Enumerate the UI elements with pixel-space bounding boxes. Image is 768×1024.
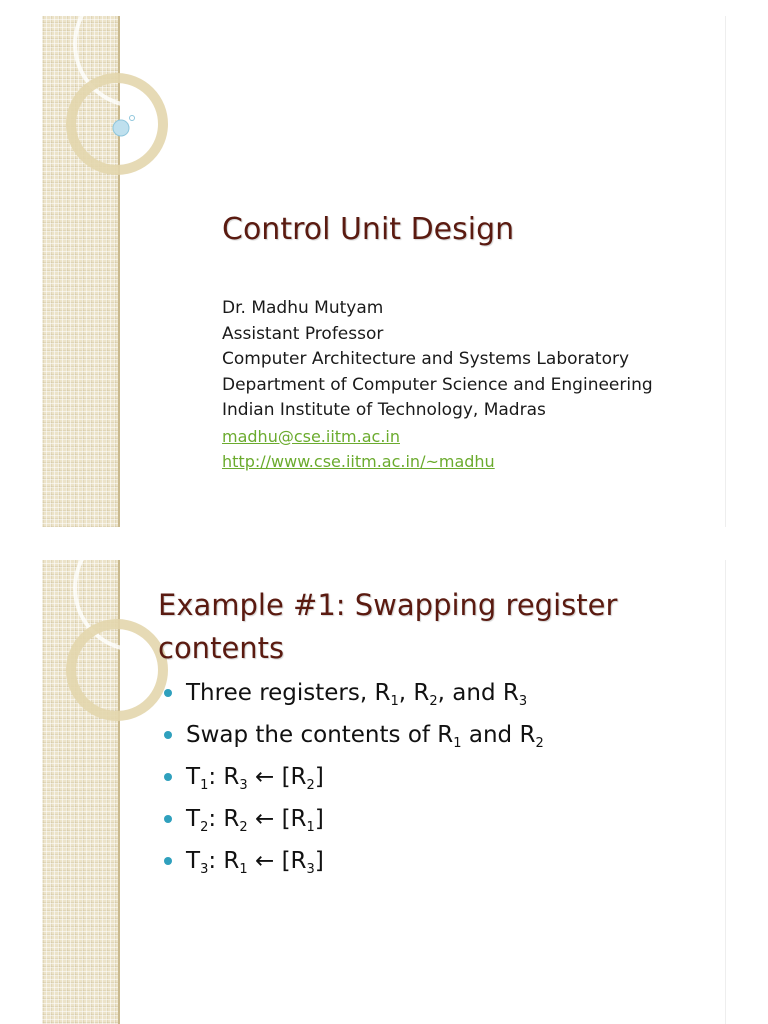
circle-bullet-icon [164, 857, 172, 865]
decorative-rings-icon [42, 16, 172, 216]
circle-bullet-icon [164, 815, 172, 823]
bullet-list [162, 672, 544, 882]
bullet-item: $T_2$: $R_2$ ← $[R_1]$ [162, 798, 544, 840]
circle-bullet-icon [164, 731, 172, 739]
bullet-item: Three registers, $R_1$, $R_2$, and $R_3$ [162, 672, 544, 714]
title-slide [42, 16, 726, 527]
website-link[interactable]: http://www.cse.iitm.ac.in/~madhu [222, 452, 495, 471]
author-position: Assistant Professor [222, 323, 384, 344]
bullet-item: Swap the contents of $R_1$ and $R_2$ [162, 714, 544, 756]
author-lab: Computer Architecture and Systems Laboratory [222, 349, 630, 369]
bullet-item: $T_3$: $R_1$ ← $[R_3]$ [162, 840, 544, 882]
slide-title: Example #1: Swapping register contents [158, 588, 618, 665]
author-name: Dr. Madhu Mutyam [222, 298, 384, 318]
decorative-rings-icon [42, 560, 172, 760]
slide-border [725, 16, 726, 527]
example-slide [42, 560, 726, 1024]
author-department: Department of Computer Science and Engineering [222, 374, 653, 395]
author-info [222, 296, 653, 475]
slide-title: Control Unit Design [222, 212, 515, 247]
slide-border [725, 560, 726, 1024]
bullet-item: $T_1$: $R_3$ ← $[R_2]$ [162, 756, 544, 798]
email-link[interactable]: madhu@cse.iitm.ac.in [222, 426, 400, 446]
circle-bullet-icon [164, 773, 172, 781]
circle-bullet-icon [164, 689, 172, 697]
author-institute: Indian Institute of Technology, Madras [222, 400, 546, 420]
